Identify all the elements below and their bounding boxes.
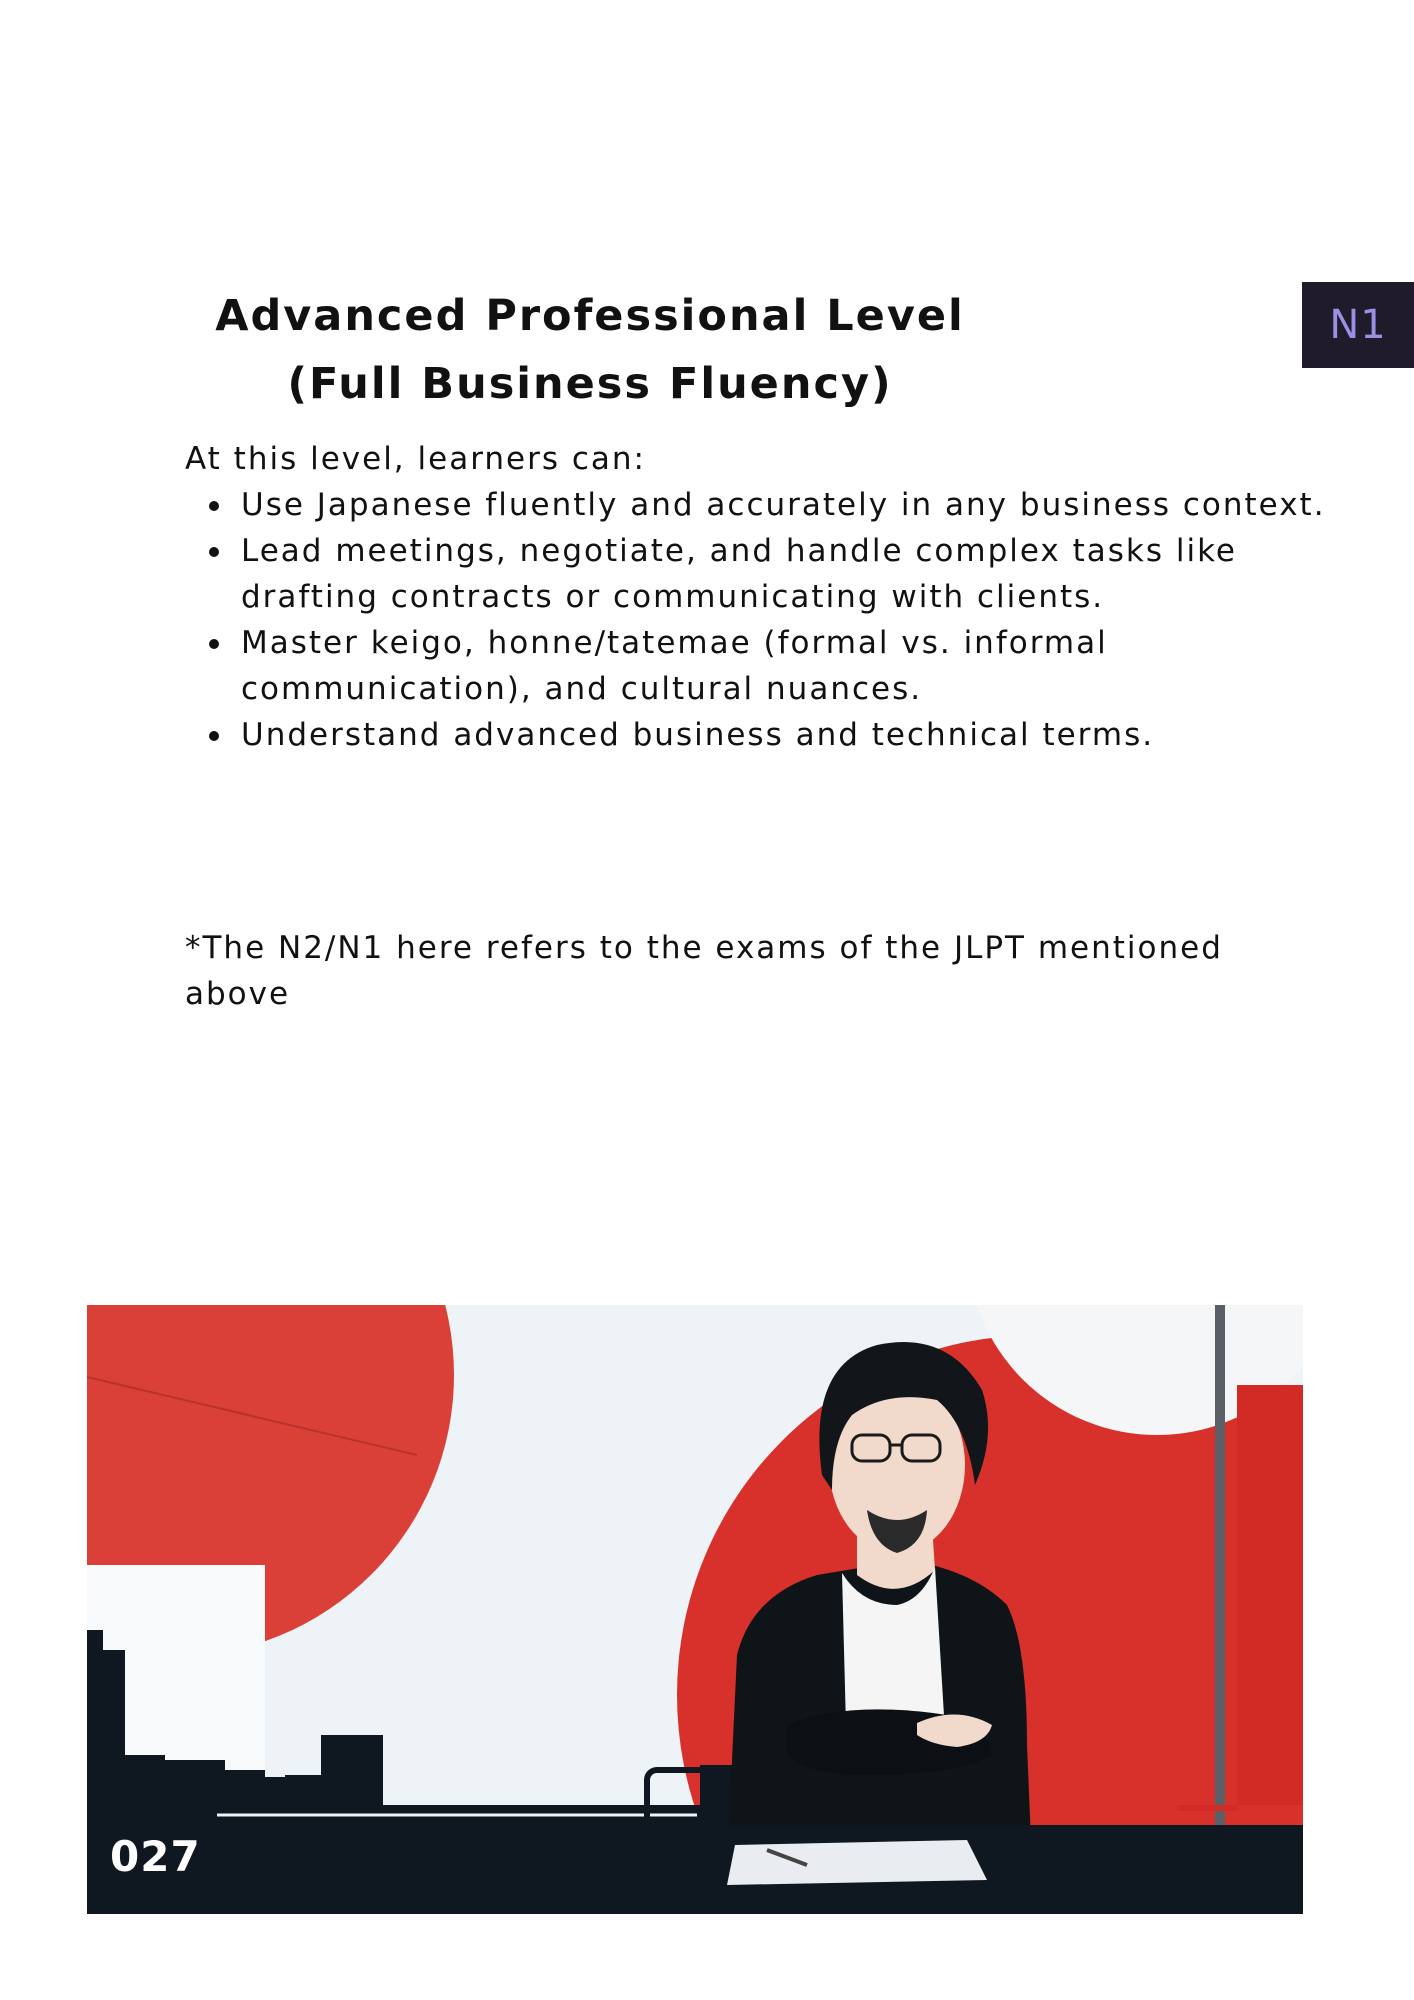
list-item: Lead meetings, negotiate, and handle complex tasks like drafting contracts or communicating with clients.	[241, 528, 1381, 620]
intro-text: At this level, learners can:	[185, 441, 646, 477]
papers	[727, 1840, 987, 1885]
list-item: Master keigo, honne/tatemae (formal vs. informal communication), and cultural nuances.	[241, 620, 1381, 712]
title-line-1: Advanced Professional Level	[215, 291, 965, 341]
ability-list	[185, 482, 1381, 758]
footnote: *The N2/N1 here refers to the exams of the JLPT mentioned above	[185, 930, 1223, 1012]
illustration-art	[87, 1305, 1303, 1914]
page-number: 027	[110, 1832, 201, 1881]
list-item: Use Japanese fluently and accurately in any business context.	[241, 482, 1381, 528]
businessman-illustration	[87, 1305, 1303, 1914]
title-line-2: (Full Business Fluency)	[287, 359, 893, 409]
pole	[1215, 1305, 1225, 1825]
level-tab-label: N1	[1329, 302, 1387, 348]
page-title	[160, 282, 1020, 418]
list-item: Understand advanced business and technical terms.	[241, 712, 1381, 758]
level-tab	[1302, 282, 1414, 368]
